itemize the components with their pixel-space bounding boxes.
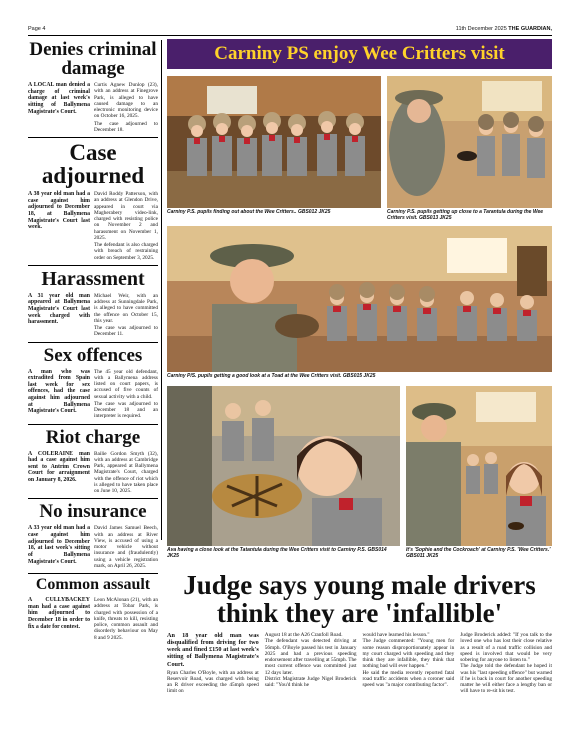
page-header — [28, 24, 552, 34]
story-harassment — [28, 269, 158, 343]
story-headline: Common assault — [35, 576, 151, 593]
paragraph: Judge Broderick added: "If you talk to the loved one who has lost their close relative as a result of a road traffic collision and speed is involved that would be very sobering for anyone to listen to." — [460, 632, 552, 663]
photo-caption: Carniny P/S. pupils getting a good look at a Toad at the Wee Critters visit. GBS015 JK25 — [167, 373, 376, 379]
photo-sophie-cockroach — [406, 386, 552, 546]
page-number: Page 4 — [28, 26, 46, 32]
main-story-column — [167, 632, 259, 695]
paragraph: The case was adjourned to December 11. — [94, 325, 158, 338]
main-story-column — [265, 632, 357, 695]
paragraph: Curtis Agnew Dunlop (23), with an address at Finegrove Park, is alleged to have caused damage to an electronic monitoring device on October 16, 2025. — [94, 82, 158, 120]
story-lead: A 38 year old man had a case against him adjourned to December 18, at Ballymena Magistrate's Court last week. — [28, 191, 90, 231]
story-headline: Riot charge — [45, 426, 141, 448]
story-sex-offences — [28, 346, 158, 425]
paragraph: David Roddy Patterson, with an address at Glendon Drive, appeared in court via Magherabery video-link, charged with resisting police on November 2 and harassment on November 1, 2025. — [94, 191, 158, 241]
paper-name: THE GUARDIAN, — [508, 26, 552, 32]
main-story-headline: Judge says young male drivers think they are 'infallible' — [183, 570, 536, 629]
paragraph: Leon McAlonan (21), with an address at Tobar Park, is charged with possession of a knife, threats to kill, resisting police, common assault and disorderly behaviour on May 8 and 9 2025. — [94, 597, 158, 641]
story-lead: A LOCAL man denied a charge of criminal damage at last week's sitting of Ballymena Magistrate's Court. — [28, 82, 90, 115]
story-lead: A 31 year old man appeared at Ballymena Magistrate's Court last week charged with harassment. — [28, 292, 90, 326]
story-body — [94, 451, 158, 496]
photo-caption: Ava having a close look at the Tatantula during the Wee Critters visit to Carniny P.S. GBS014 JK25 — [167, 547, 387, 559]
paragraph: The defendant was detected driving at 56mph. O'Boyle passed his test in January 2025 and had a previous speeding endorsement after travelling at 55mph. The most current offence was committed just 12 days later. — [264, 638, 357, 676]
paragraph: Bailie Gordon Smyth (32), with an address at Cambridge Park, appeared at Ballymena Magistrate's Court, charged with the offence of riot which is alleged to have taken place on June 10, 2025. — [94, 450, 158, 494]
story-lead: A CULLYBACKEY man had a case against him adjourned to December 18 in order to fix a date for contest. — [28, 597, 90, 630]
story-lead: A COLERAINE man had a case against him sent to Antrim Crown Court for arraignment on January 8, 2026. — [28, 450, 90, 484]
header-rule — [28, 35, 552, 36]
feature-banner: Carniny PS enjoy Wee Critters visit — [167, 39, 552, 69]
photo-caption: It's 'Sophie and the Cockroach' at Carniny P.S. 'Wee Critters.' GBS011 JK25 — [406, 547, 551, 559]
paragraph: The case adjourned to December 18. — [94, 120, 158, 133]
main-story-lead: An 18 year old man was disqualified from driving for two week and fined £150 at last week's sitting of Ballymena Magistrate's Court. — [167, 632, 259, 668]
header-right — [456, 26, 552, 32]
paragraph: The Judge commented: "Young men for some reason disproportionately appear in my court charged with speeding and they think they are infallible, they think that nothing bad will ever happen." — [362, 638, 455, 670]
story-body — [94, 191, 158, 262]
story-body — [94, 525, 158, 570]
story-body — [94, 597, 158, 642]
photo-ava-tarantula — [167, 386, 400, 546]
paragraph: Ryan Charles O'Boyle, with an address at Reservoir Road, was charged with being an R driver exceeding the 45mph speed limit on — [167, 669, 259, 695]
column-rule — [161, 40, 162, 540]
story-headline: Harassment — [41, 267, 145, 290]
main-story-column — [363, 632, 455, 695]
story-body — [94, 82, 158, 134]
photo-caption: Carniny P.S. pupils getting up close to a Tarantula during the Wee Critters visit. GBS013 JK25 — [387, 209, 544, 221]
paragraph: would have learned his lesson." — [362, 632, 430, 638]
paragraph: He said the media recently reported fatal road traffic accidents when a coroner said speed was "a major contributing factor". — [362, 669, 455, 688]
story-headline: Case adjourned — [41, 140, 145, 188]
story-case-adjourned — [28, 141, 158, 266]
paragraph: The 45 year old defendant, with a Ballymena address listed on court papers, is accused of five counts of sexual activity with a child. — [94, 368, 158, 400]
story-lead: A man who was extradited from Spain last week for sex offences, had the case against him adjourned at Ballymena Magistrate's Court. — [28, 368, 90, 415]
paragraph: Michael Weir, with an address at Sunningdale Park, is alleged to have committed the offence on October 15, this year. — [94, 292, 158, 324]
paragraph: District Magistrate Judge Nigel Broderick said: "You'd think he — [264, 675, 357, 688]
main-story-body — [167, 632, 552, 695]
story-headline: Sex offences — [43, 344, 143, 366]
story-criminal-damage — [28, 40, 158, 138]
story-lead: A 33 year old man had a case against him adjourned to December 18, at last week's sitting of Ballymena Magistrate's Court. — [28, 525, 90, 565]
paragraph: The defendant is also charged with breach of restraining order on September 3, 2025. — [94, 242, 158, 261]
court-news-column — [28, 38, 158, 718]
story-riot-charge — [28, 428, 158, 500]
main-story-column — [460, 632, 552, 695]
paragraph: David James Samuel Beech, with an address at River View, is accused of using a motor vehicle without insurance and (fraudulently) using a vehicle registration mark, on April 26, 2025. — [94, 525, 158, 569]
photo-tarantula-close — [387, 76, 552, 208]
story-body — [94, 293, 158, 339]
paragraph: The Judge told the defendant he hoped it was his "last speeding offence" but warned if he is back in court for another speeding matter he will either face a lengthy ban or will have to re-sit his test. — [460, 663, 552, 695]
story-no-insurance — [28, 502, 158, 574]
story-body — [94, 369, 158, 421]
story-headline: No insurance — [39, 501, 147, 523]
photo-class-seated — [167, 76, 381, 208]
issue-date: 11th December 2025 — [455, 26, 507, 32]
paragraph: The case was adjourned to December 18 and an interpreter is required. — [94, 400, 158, 420]
story-headline: Denies criminal damage — [29, 39, 157, 79]
photo-toad — [167, 226, 552, 372]
story-common-assault — [28, 577, 158, 645]
paragraph: August 18 at the A26 Cranfoll Road. — [264, 632, 343, 638]
photo-caption: Carniny P.S. pupils finding out about the Wee Critters.. GBS012 JK25 — [167, 209, 331, 215]
